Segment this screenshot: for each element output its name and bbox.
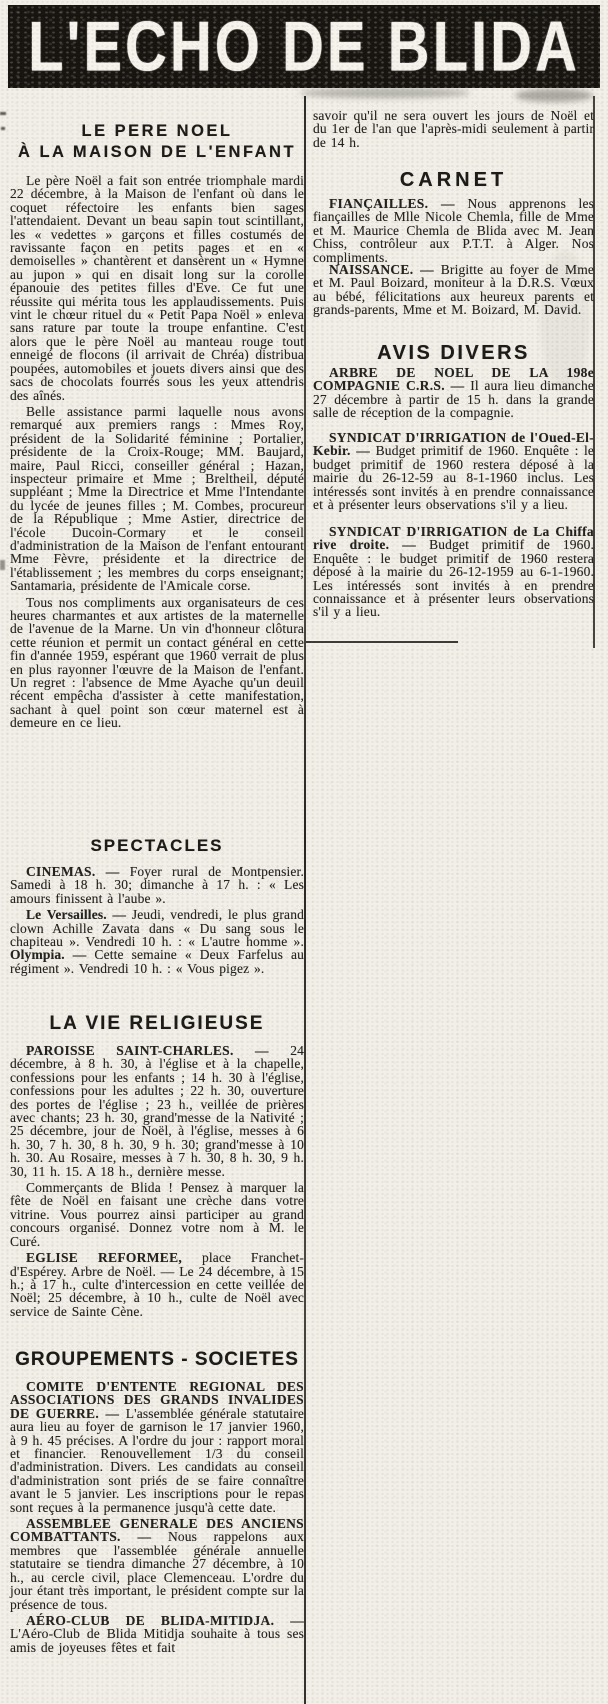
section-heading-carnet: CARNET bbox=[399, 169, 508, 191]
paragraph-pere-noel-2: Belle assistance parmi laquelle nous avons remarqué aux premiers rangs : Mmes Roy, président de la Solidarité féminine ; Portalier, présidente de la Croix-Rouge; MM. Baujard, maire, Paul Ricci, conseiller général ; Hazan, inspecteur primaire et Mme ; Breltheil, député suppléant ; Mme la Directrice et Mme l'Intendante du lycée de jeunes filles ; M. Combes, procureur de la République ; Mme Astier, directrice de l'école Ducoin-Cormary et le conseil d'administration de la Maison de l'enfant entourant Mme Fèvre, présidente et la directrice de l'établissement ; les membres du corps enseignant; Santamaria, présidente de l'Amicale corse. bbox=[10, 403, 304, 594]
assemblee-lead: ASSEMBLEE GENERALE DES ANCIENS COMBATTANTS. — bbox=[10, 1516, 304, 1545]
syndicat1-text: Budget primitif de 1960. Enquête : le budget primitif de 1960 restera déposé à la mairie du 26-12-59 au 8-1-1960 inclus. Les intéressés sont invités à en prendre connaissance et à présenter leurs observations s'il y a lieu. bbox=[313, 443, 594, 513]
paragraph-comite-invalides bbox=[10, 1380, 304, 1514]
left-column bbox=[10, 95, 304, 1704]
paragraph-cinemas bbox=[10, 865, 304, 905]
scan-artifact bbox=[0, 560, 5, 570]
section-heading-spectacles: SPECTACLES bbox=[90, 836, 224, 855]
syndicat2-lead: SYNDICAT D'IRRIGATION de La Chiffa rive droite. — bbox=[313, 524, 594, 553]
scan-artifact bbox=[1, 127, 5, 130]
versailles-text: Jeudi, vendredi, le plus grand clown Achille Zavata dans « Du sang sous le chapiteau ». Vendredi 10 h. : « L'autre homme ». bbox=[10, 907, 304, 950]
paragraph-syndicat-oued-el-kebir bbox=[313, 431, 594, 511]
article-title-line2: À LA MAISON DE L'ENFANT bbox=[17, 143, 297, 161]
paragraph-continuation: savoir qu'il ne sera ouvert les jours de Noël et du 1er de l'an que l'après-midi seulement à partir de 14 h. bbox=[313, 108, 594, 150]
aeroclub-lead: AÉRO-CLUB DE BLIDA-MITIDJA. — bbox=[26, 1612, 304, 1628]
section-vie-religieuse bbox=[10, 1013, 304, 1321]
olympia-lead: Olympia. — bbox=[10, 947, 95, 963]
arbre-text: Il aura lieu dimanche 27 décembre à partir de 15 h. dans la grande salle de réception de la compagnie. bbox=[313, 378, 594, 421]
aeroclub-text: L'Aéro-Club de Blida Mitidja souhaite à tous ses amis de joyeuses fêtes et fait bbox=[10, 1626, 304, 1655]
end-of-column-rule bbox=[306, 641, 458, 643]
paragraph-pere-noel-3: Tous nos compliments aux organisateurs de ces heures charmantes et aux artistes de la maternelle de l'avenue de la Marne. Un vin d'honneur clôtura cette réunion et permit un contact général en cette fin d'année 1959, espérant que 1960 verrait de plus en plus rayonner l'œuvre de la Maison de l'enfant. Un regret : l'absence de Mme Ayache qu'un deuil récent empêcha d'assister à cette manifestation, sachant à quel point son cœur maternel est à demeure en ce lieu. bbox=[10, 594, 304, 731]
section-groupements-societes bbox=[10, 1349, 304, 1657]
scan-artifact bbox=[0, 112, 6, 115]
naissance-text: Brigitte au foyer de Mme et M. Paul Boizard, moniteur à la D.R.S. Vœux au bébé, félicitations aux heureux parents et grands-parents, Mme et M. Boizard, M. David. bbox=[313, 262, 594, 318]
eglise-lead: EGLISE REFORMEE, bbox=[26, 1250, 202, 1266]
arbre-lead: ARBRE DE NOEL DE LA 198e COMPAGNIE C.R.S. — bbox=[313, 365, 594, 394]
section-heading-avis-divers: AVIS DIVERS bbox=[377, 342, 530, 364]
olympia-text: Cette semaine « Deux Farfelus au régiment ». Vendredi 10 h. : « Vous pigez ». bbox=[10, 947, 304, 976]
eglise-text: place Franchet-d'Espérey. Arbre de Noël. — Le 24 décembre, à 15 h.; à 17 h., culte d'intercession en cette veillée de Noël; 25 décembre, à 10 h., culte de Noël avec service de Sainte Cène. bbox=[10, 1250, 305, 1319]
syndicat1-lead: SYNDICAT D'IRRIGATION de l'Oued-El-Kebir. — bbox=[313, 430, 595, 459]
comite-lead: COMITE D'ENTENTE REGIONAL DES ASSOCIATIONS DES GRANDS INVALIDES DE GUERRE. — bbox=[10, 1379, 304, 1421]
section-heading-groupements: GROUPEMENTS - SOCIETES bbox=[15, 1349, 299, 1370]
cinemas-lead: CINEMAS. — bbox=[26, 864, 130, 879]
paragraph-versailles bbox=[10, 908, 304, 975]
masthead-banner bbox=[8, 5, 600, 88]
paragraph-anciens-combattants bbox=[10, 1517, 304, 1611]
paragraph-fiancailles bbox=[313, 197, 594, 264]
paragraph-pere-noel-1: Le père Noël a fait son entrée triomphale mardi 22 décembre, à la Maison de l'enfant où dans le coquet réfectoire les enfants bien sages l'attendaient. Devant un beau sapin tout scintillant, les « vedettes » garçons et filles costumés de ravissante façon en petits pages et en « demoiselles » chantèrent et dansèrent un « Hymne au jupon » qui en disait long sur la corolle épanouie des petites filles d'Eve. Ce fut une réussite qui mérita tous les applaudissements. Puis vint le chœur rituel du « Petit Papa Noël » enleva sans rature par toute la troupe enfantine. C'est alors que le père Noël au manteau rouge tout enneigé de flocons (il arrivait de Chréa) distribua poupées, automobiles et jouets divers ainsi que des sacs de chocolats fourrés sous les yeux attendris des aînés. bbox=[10, 173, 304, 403]
right-column bbox=[313, 95, 594, 1704]
newspaper-title: L'ECHO DE BLIDA bbox=[28, 6, 580, 87]
paroisse-text: 24 décembre, à 8 h. 30, à l'église et à la chapelle, confessions pour les enfants ; 14 h. 30 à l'église, confessions pour les adultes ; 22 h. 30, ouverture des portes de l'église ; 23 h., veillée de prières avec chants; 23 h. 30, grand'messe de la Nativité ; 25 décembre, jour de Noël, à l'église, messes à 6 h. 30, 7 h. 30, 8 h. 30, 9 h. 30; grand'messe à 10 h. 30. Au Rosaire, messes à 7 h. 30, 8 h. 30, 9 h. 30, 11 h. 15. A 18 h., dernière messe. bbox=[10, 1043, 304, 1179]
paragraph-arbre-noel-crs bbox=[313, 366, 594, 420]
cinemas-text: Foyer rural de Montpensier. Samedi à 18 h. 30; dimanche à 17 h. : « Les amours finissent à l'aube ». bbox=[10, 864, 304, 906]
article-pere-noel bbox=[10, 121, 304, 733]
paragraph-paroisse bbox=[10, 1044, 304, 1178]
paragraph-aeroclub bbox=[10, 1614, 304, 1654]
paragraph-naissance bbox=[313, 263, 594, 317]
naissance-lead: NAISSANCE. — bbox=[329, 262, 441, 277]
assemblee-text: Nous rappelons aux membres que l'assemblée générale annuelle statutaire se tiendra dimanche 27 décembre, à 10 h., au cercle civil, place Clemenceau. L'ordre du jour étant très important, le président compte sur la présence de tous. bbox=[10, 1529, 304, 1612]
paroisse-lead: PAROISSE SAINT-CHARLES. — bbox=[26, 1043, 291, 1058]
syndicat2-text: Budget primitif de 1960. Enquête : le budget primitif de 1960 restera déposé à la mairie du 26-12-1959 au 6-1-1960. Les intéressés sont invités à en prendre connaissance et à présenter leurs observations s'il y a lieu. bbox=[313, 537, 594, 620]
paragraph-syndicat-chiffa bbox=[313, 525, 594, 619]
article-title bbox=[10, 121, 304, 163]
paragraph-commercants: Commerçants de Blida ! Pensez à marquer la fête de Noël en faisant une crèche dans votre vitrine. Vous pourrez ainsi participer au grand concours organisé. Donnez votre nom à M. le Curé. bbox=[10, 1180, 304, 1249]
fiancailles-text: Nous apprenons les fiançailles de Mlle Nicole Chemla, fille de Mme et M. Maurice Chemla de Blida avec M. Jean Chiss, contrôleur aux P.T.T. à Alger. Nos compliments. bbox=[313, 196, 594, 265]
article-title-line1: LE PERE NOEL bbox=[81, 122, 233, 140]
comite-text: L'assemblée générale statutaire aura lieu au foyer de garnison le 17 janvier 1960, à 9 h. 45 précises. A l'ordre du jour : rapport moral et financier. Renouvellement 1/3 du conseil d'administration. Divers. Les candidats au conseil d'administration sont priés de se faire connaître avant le 5 janvier. Les inscriptions pour le repas sont reçues à la permanence jusqu'à cette date. bbox=[10, 1405, 304, 1515]
versailles-lead: Le Versailles. — bbox=[26, 907, 132, 923]
fiancailles-lead: FIANÇAILLES. — bbox=[329, 196, 468, 211]
column-divider-rule bbox=[304, 96, 306, 1704]
section-spectacles bbox=[10, 836, 304, 978]
section-heading-vie-religieuse: LA VIE RELIGIEUSE bbox=[49, 1013, 265, 1034]
paragraph-eglise-reformee bbox=[10, 1251, 304, 1318]
